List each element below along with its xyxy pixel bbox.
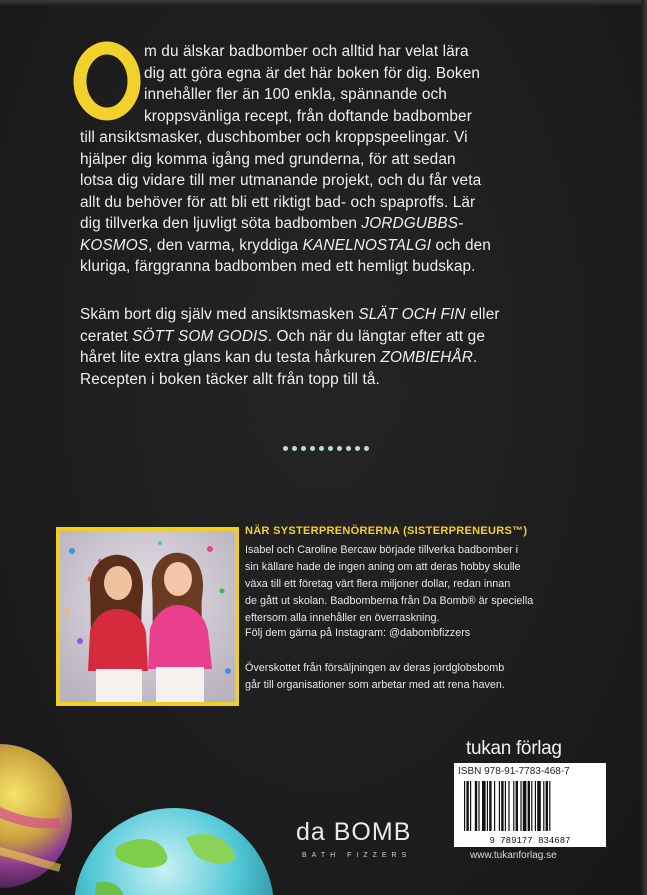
p2-text: Skäm bort dig själv med ansiktsmasken bbox=[80, 306, 359, 323]
bath-bomb-earth bbox=[66, 808, 281, 895]
barcode-bar bbox=[513, 781, 514, 831]
intro-line: innehåller fler än 100 enkla, spännande och bbox=[144, 86, 447, 103]
barcode-box bbox=[454, 763, 606, 847]
barcode-bar bbox=[520, 781, 521, 831]
barcode-bar bbox=[537, 781, 541, 831]
recipe-name: JORDGUBBS- bbox=[361, 215, 464, 232]
barcode-bar bbox=[535, 781, 536, 831]
dot bbox=[364, 446, 369, 451]
author-photo bbox=[56, 527, 239, 706]
barcode-bar bbox=[516, 781, 518, 831]
barcode bbox=[460, 781, 600, 845]
instagram-line: Följ dem gärna på Instagram: @dabombfizzers bbox=[245, 627, 471, 639]
dot bbox=[355, 446, 360, 451]
barcode-bar bbox=[489, 781, 491, 831]
barcode-bar bbox=[470, 781, 471, 831]
bio-line: Isabel och Caroline Bercaw började tillverka badbomber i bbox=[245, 544, 519, 556]
p2-text: Recepten i boken täcker allt från topp till tå. bbox=[80, 370, 380, 388]
barcode-bar bbox=[501, 781, 503, 831]
intro-line: m du älskar badbomber och alltid har velat lära bbox=[144, 43, 469, 60]
p2-text: eller bbox=[465, 306, 500, 323]
dot bbox=[337, 446, 342, 451]
bio-line: sin källare hade de ingen aning om att deras hobby skulle bbox=[245, 561, 521, 573]
bio-line: de gått ut skolan. Badbomberna från Da Bomb® är speciella bbox=[245, 595, 534, 607]
intro-paragraph bbox=[80, 41, 608, 278]
barcode-bar bbox=[523, 781, 527, 831]
barcode-bar bbox=[546, 781, 548, 831]
p2-text: . Och när du längtar efter att ge bbox=[267, 327, 485, 345]
cover-edge-right bbox=[641, 0, 647, 895]
p2-text: . bbox=[472, 349, 478, 366]
author-photo-illustration bbox=[60, 531, 235, 702]
dot bbox=[292, 446, 297, 451]
bio-heading: NÄR SYSTERPRENÖRERNA (SISTERPRENEURS™) bbox=[245, 525, 528, 537]
intro-line: till ansiktsmasker, duschbomber och kroppspeelingar. Vi bbox=[80, 129, 468, 146]
intro-line: lotsa dig vidare till mer utmanande projekt, och du får veta bbox=[80, 172, 482, 189]
intro-line: dig att göra egna är det här boken för dig. Boken bbox=[144, 64, 481, 82]
recipe-name: KOSMOS bbox=[80, 236, 149, 254]
barcode-bar bbox=[494, 781, 495, 831]
bio-line: växa till ett företag värt flera miljoner dollar, redan innan bbox=[245, 578, 511, 590]
barcode-bar bbox=[499, 781, 500, 831]
intro-line: kluriga, färggranna badbomben med ett hemligt budskap. bbox=[80, 258, 476, 275]
bath-bomb-purple-yellow bbox=[0, 728, 72, 895]
barcode-bar bbox=[528, 781, 530, 831]
intro-line: allt du behöver för att bli ett riktigt bad- och spaproffs. Lär bbox=[80, 193, 476, 211]
surplus-line: går till organisationer som arbetar med att rena haven. bbox=[245, 679, 505, 691]
barcode-bar bbox=[508, 781, 509, 831]
dot bbox=[283, 446, 288, 451]
recipe-name: SÖTT SOM GODIS bbox=[132, 327, 268, 345]
publisher-logo: tukan förlag bbox=[466, 738, 562, 759]
barcode-bar bbox=[478, 781, 479, 831]
dabomb-logo: da BOMB bbox=[296, 818, 412, 846]
barcode-bar bbox=[475, 781, 477, 831]
surplus-line: Överskottet från försäljningen av deras jordglobsbomb bbox=[245, 662, 505, 674]
p2-text: ceratet bbox=[80, 327, 133, 345]
barcode-bar bbox=[505, 781, 506, 831]
surplus-text bbox=[245, 660, 610, 694]
publisher-url: www.tukanforlag.se bbox=[470, 850, 557, 861]
bio-line: eftersom alla innehåller en överraskning. bbox=[245, 612, 440, 624]
dot bbox=[328, 446, 333, 451]
dot bbox=[346, 446, 351, 451]
recipe-name: SLÄT OCH FIN bbox=[358, 306, 466, 323]
divider-dots bbox=[283, 446, 369, 451]
barcode-bar bbox=[464, 781, 465, 831]
recipe-name: ZOMBIEHÅR bbox=[380, 349, 473, 366]
dabomb-logo-subtitle: BATH FIZZERS bbox=[302, 852, 412, 859]
barcode-bar bbox=[531, 781, 532, 831]
bio-text bbox=[245, 542, 610, 627]
intro-text: , den varma, kryddiga bbox=[148, 236, 303, 254]
p2-text: håret lite extra glans kan du testa hårkuren bbox=[80, 349, 381, 366]
dot bbox=[310, 446, 315, 451]
recipe-name: KANELNOSTALGI bbox=[302, 236, 432, 254]
dot bbox=[319, 446, 324, 451]
intro-line: kroppsvänliga recept, från doftande badbomber bbox=[144, 107, 472, 125]
intro-line: dig tillverka den ljuvligt söta badbomben bbox=[80, 215, 362, 232]
isbn-text: ISBN 978-91-7783-468-7 bbox=[458, 766, 570, 777]
barcode-bars bbox=[464, 781, 550, 831]
barcode-bar bbox=[487, 781, 488, 831]
barcode-bar bbox=[466, 781, 468, 831]
second-paragraph bbox=[80, 304, 608, 390]
cover-edge-top bbox=[0, 0, 647, 6]
intro-line: hjälper dig komma igång med grunderna, för att sedan bbox=[80, 150, 456, 168]
barcode-digits: 9 789177 834687 bbox=[489, 836, 571, 845]
intro-text: och den bbox=[431, 236, 491, 254]
barcode-bar bbox=[543, 781, 544, 831]
dot bbox=[301, 446, 306, 451]
barcode-bar bbox=[549, 781, 550, 831]
barcode-bar bbox=[482, 781, 486, 831]
